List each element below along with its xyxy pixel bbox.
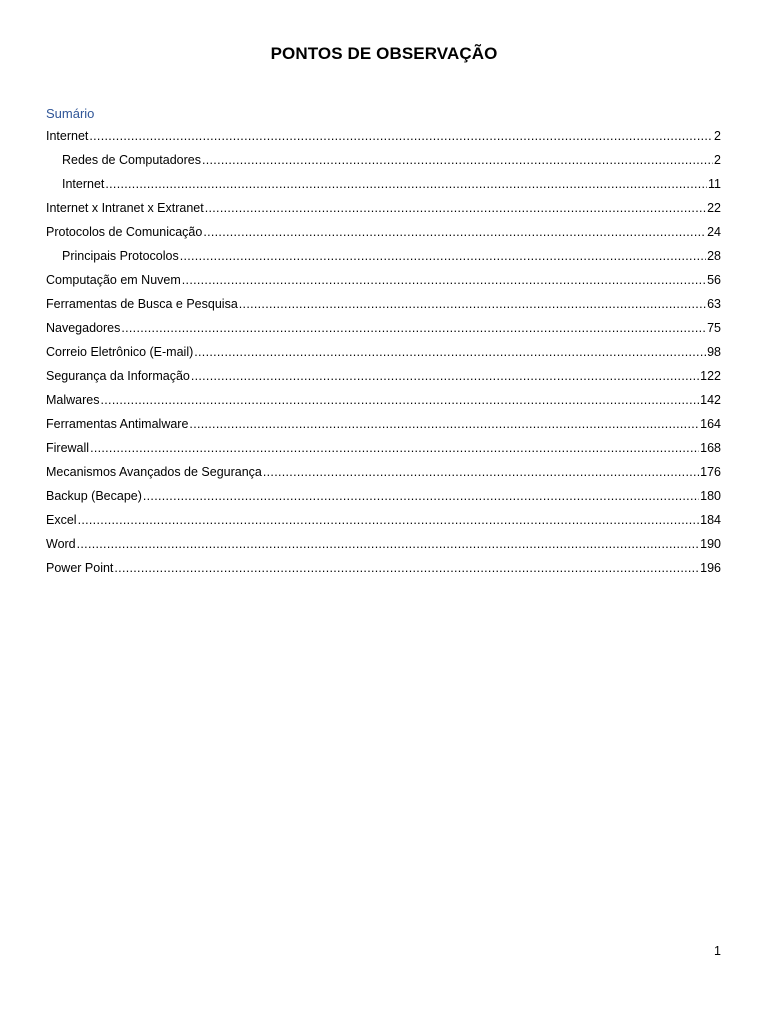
toc-entry-label: Navegadores — [46, 321, 121, 335]
table-of-contents — [46, 124, 721, 580]
page-title: PONTOS DE OBSERVAÇÃO — [270, 44, 498, 63]
toc-entry[interactable] — [46, 220, 721, 244]
toc-entry[interactable] — [46, 148, 721, 172]
toc-entry[interactable] — [46, 412, 721, 436]
toc-dot-leader — [205, 196, 706, 220]
page-number: 1 — [714, 944, 721, 958]
toc-entry-label: Internet — [46, 129, 89, 143]
toc-entry-page: 11 — [708, 177, 721, 191]
toc-entry[interactable] — [46, 316, 721, 340]
toc-entry-label: Computação em Nuvem — [46, 273, 181, 287]
toc-dot-leader — [202, 148, 713, 172]
toc-entry-page: 122 — [700, 369, 721, 383]
toc-entry-page: 190 — [700, 537, 721, 551]
toc-heading: Sumário — [46, 106, 95, 121]
toc-entry[interactable] — [46, 292, 721, 316]
toc-entry-page: 164 — [700, 417, 721, 431]
toc-dot-leader — [191, 364, 699, 388]
toc-entry-label: Malwares — [46, 393, 100, 407]
toc-dot-leader — [114, 556, 699, 580]
toc-entry-label: Firewall — [46, 441, 90, 455]
toc-entry-page: 168 — [700, 441, 721, 455]
toc-entry[interactable] — [46, 508, 721, 532]
toc-entry[interactable] — [46, 484, 721, 508]
toc-entry[interactable] — [46, 124, 721, 148]
toc-dot-leader — [77, 532, 700, 556]
toc-entry-page: 2 — [714, 129, 721, 143]
toc-entry-label: Mecanismos Avançados de Segurança — [46, 465, 262, 479]
toc-entry[interactable] — [46, 268, 721, 292]
toc-dot-leader — [121, 316, 706, 340]
toc-entry-label: Segurança da Informação — [46, 369, 190, 383]
toc-dot-leader — [194, 340, 706, 364]
toc-entry-label: Backup (Becape) — [46, 489, 142, 503]
toc-dot-leader — [189, 412, 699, 436]
toc-entry-label: Excel — [46, 513, 77, 527]
toc-entry-page: 56 — [707, 273, 721, 287]
toc-entry-page: 184 — [700, 513, 721, 527]
toc-dot-leader — [143, 484, 699, 508]
toc-entry-page: 28 — [707, 249, 721, 263]
toc-dot-leader — [180, 244, 706, 268]
toc-dot-leader — [101, 388, 700, 412]
toc-entry-page: 176 — [700, 465, 721, 479]
toc-entry-label: Correio Eletrônico (E-mail) — [46, 345, 194, 359]
toc-dot-leader — [182, 268, 706, 292]
toc-entry-label: Redes de Computadores — [62, 153, 201, 167]
toc-entry-page: 196 — [700, 561, 721, 575]
toc-dot-leader — [90, 436, 699, 460]
toc-entry-label: Word — [46, 537, 76, 551]
toc-entry[interactable] — [46, 460, 721, 484]
toc-entry[interactable] — [46, 556, 721, 580]
toc-entry[interactable] — [46, 436, 721, 460]
toc-entry-label: Ferramentas de Busca e Pesquisa — [46, 297, 238, 311]
toc-dot-leader — [203, 220, 706, 244]
toc-entry-label: Protocolos de Comunicação — [46, 225, 203, 239]
toc-dot-leader — [239, 292, 706, 316]
toc-entry[interactable] — [46, 388, 721, 412]
toc-entry-page: 22 — [707, 201, 721, 215]
toc-dot-leader — [105, 172, 707, 196]
toc-entry[interactable] — [46, 340, 721, 364]
toc-entry-label: Internet — [62, 177, 105, 191]
toc-entry[interactable] — [46, 532, 721, 556]
toc-entry-label: Internet x Intranet x Extranet — [46, 201, 204, 215]
toc-entry-label: Ferramentas Antimalware — [46, 417, 189, 431]
toc-entry-page: 2 — [714, 153, 721, 167]
toc-entry[interactable] — [46, 364, 721, 388]
toc-entry[interactable] — [46, 172, 721, 196]
toc-dot-leader — [89, 124, 713, 148]
toc-entry-label: Principais Protocolos — [62, 249, 179, 263]
toc-entry-page: 142 — [700, 393, 721, 407]
toc-entry-label: Power Point — [46, 561, 114, 575]
toc-entry-page: 75 — [707, 321, 721, 335]
toc-entry[interactable] — [46, 196, 721, 220]
toc-entry-page: 98 — [707, 345, 721, 359]
toc-dot-leader — [263, 460, 699, 484]
toc-dot-leader — [78, 508, 700, 532]
toc-entry-page: 63 — [707, 297, 721, 311]
toc-entry-page: 180 — [700, 489, 721, 503]
toc-entry[interactable] — [46, 244, 721, 268]
toc-entry-page: 24 — [707, 225, 721, 239]
